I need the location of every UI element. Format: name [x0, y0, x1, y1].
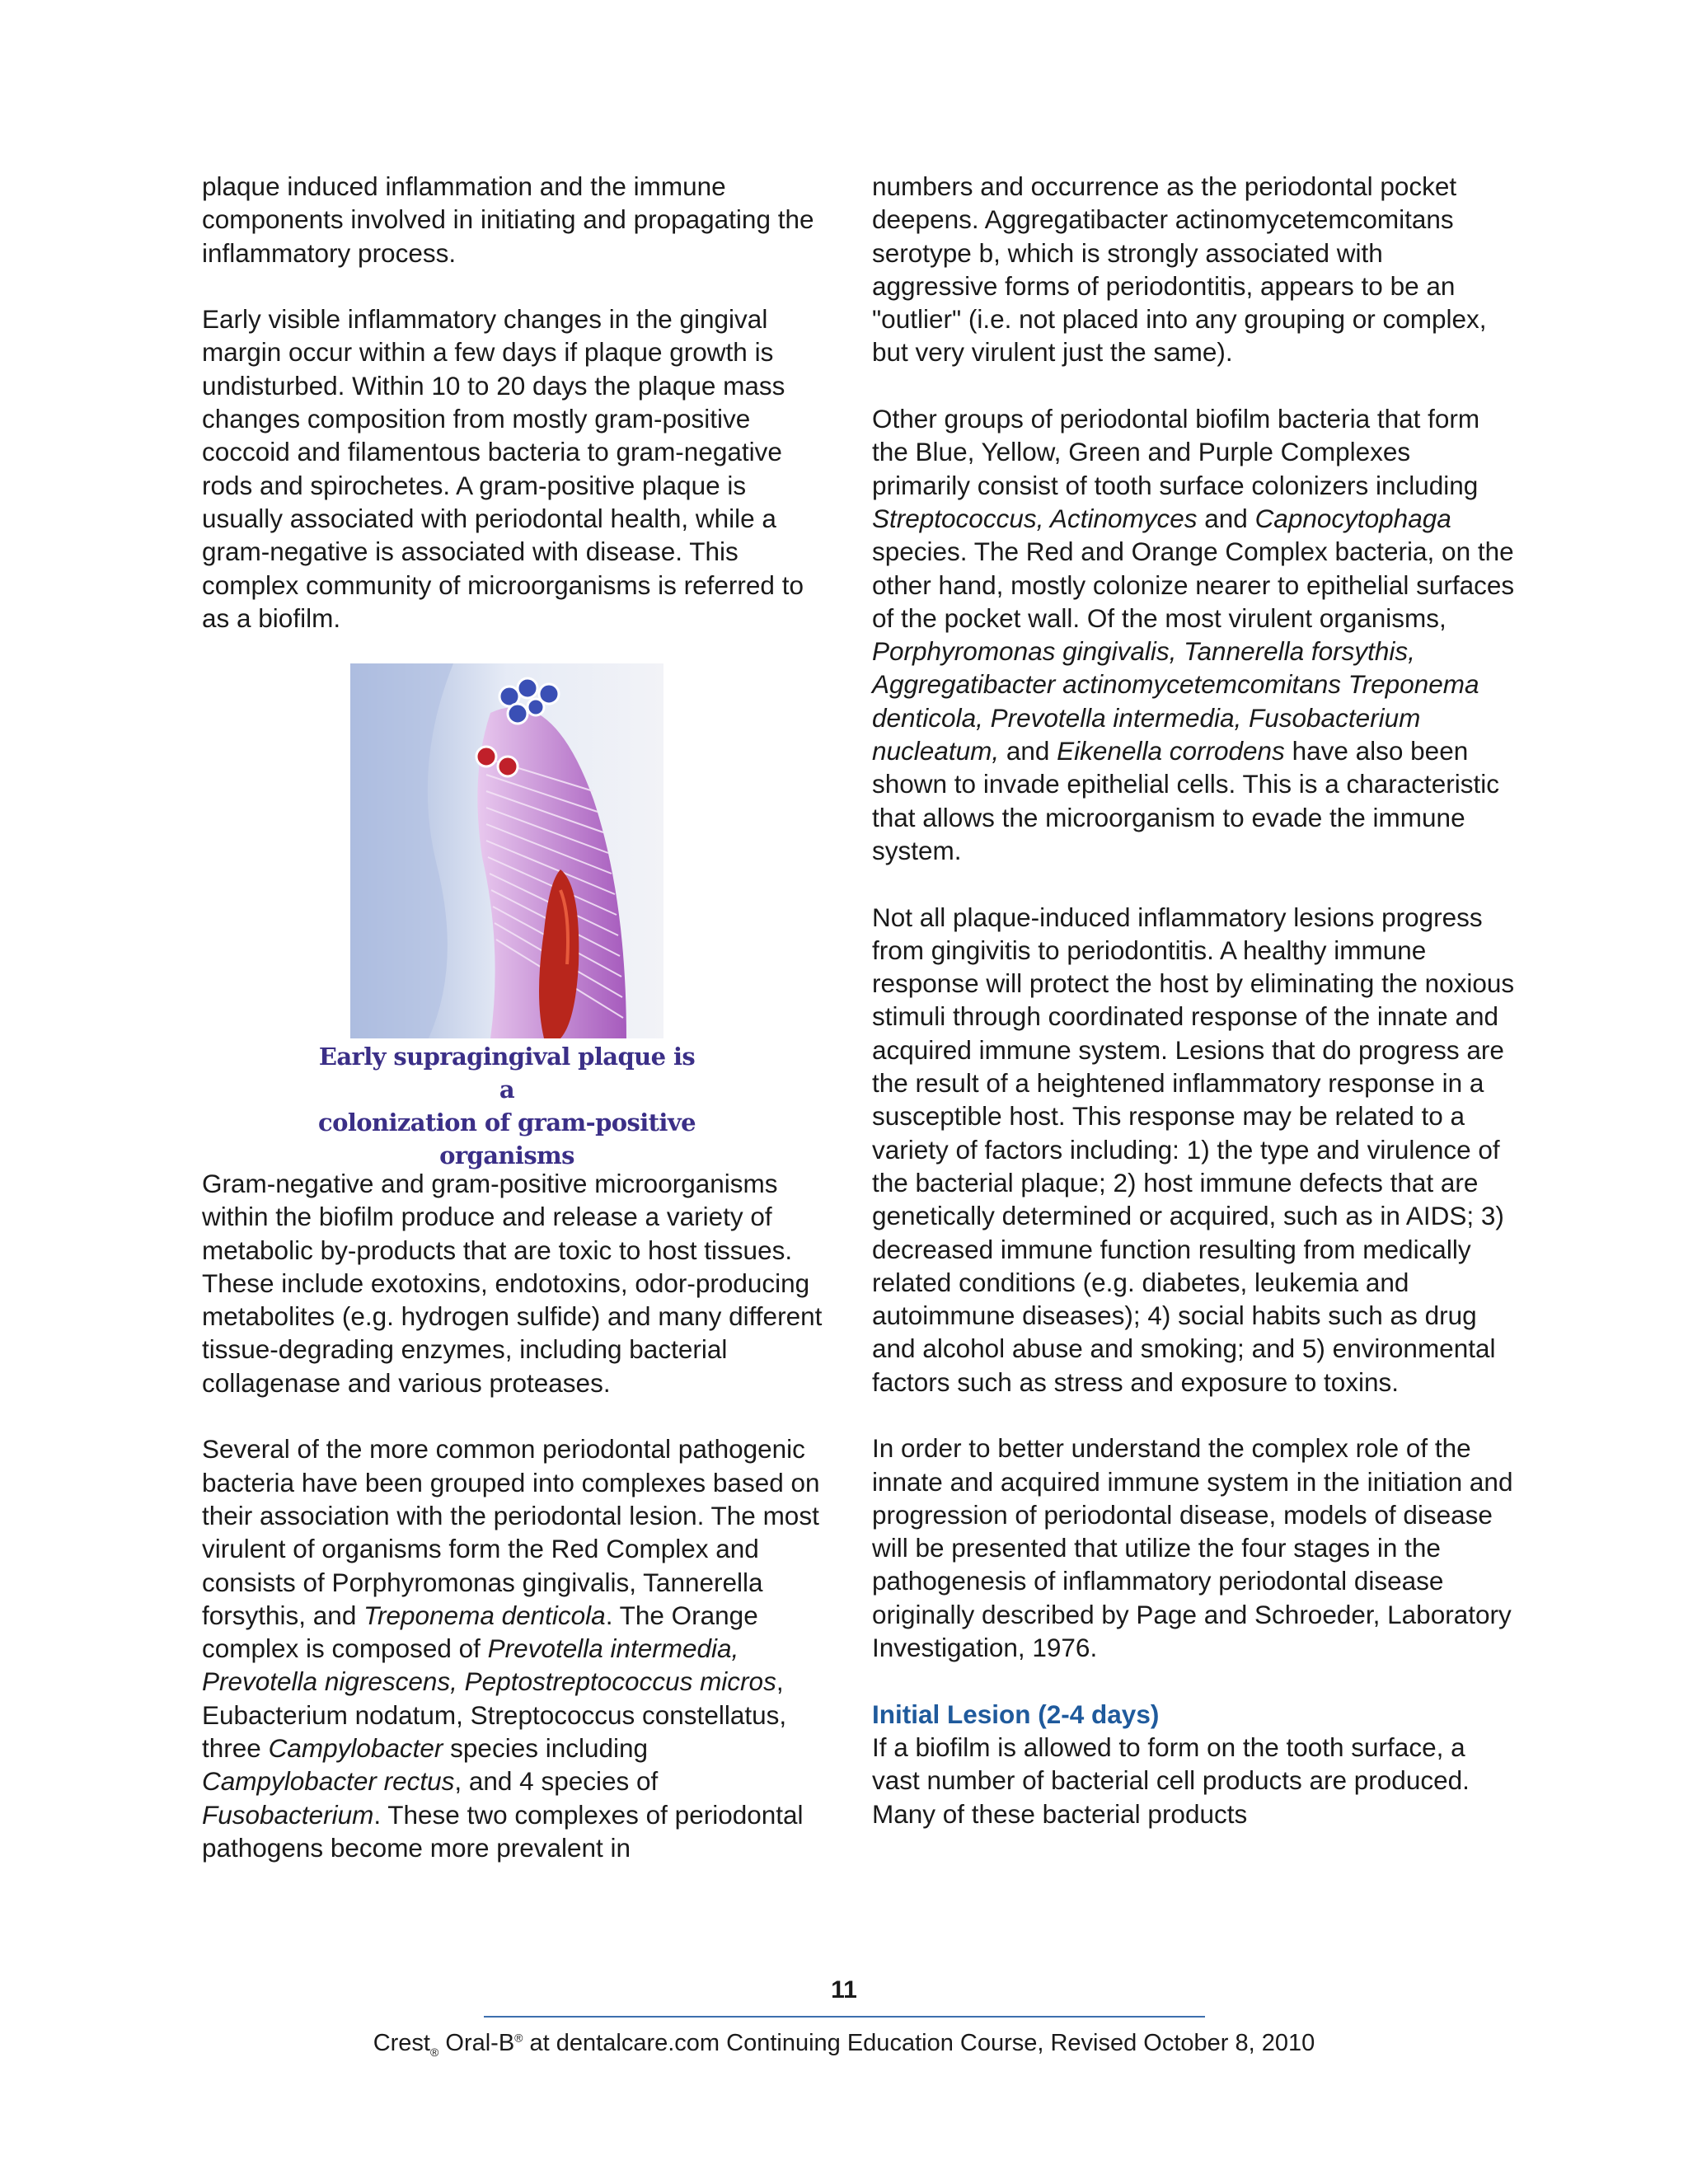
caption-line: Early supragingival plaque is a	[318, 1043, 696, 1104]
left-column	[202, 170, 828, 635]
paragraph: Several of the more common periodontal pathogenic bacteria have been grouped into complexes based on their association with the periodontal lesion. The most virulent of organisms form the Red Complex and consists of Porphyromonas gingivalis, Tannerella forsythis, and Treponema denticola. The Orange complex is composed of Prevotella intermedia, Prevotella nigrescens, Peptostreptococcus micros, Eubacterium nodatum, Streptococcus constellatus, three Campylobacter species including Campylobacter rectus, and 4 species of Fusobacterium. These two complexes of periodontal pathogens become more prevalent in	[202, 1434, 820, 1863]
paragraph: Not all plaque-induced inflammatory lesions progress from gingivitis to periodontitis. A healthy immune response will protect the host by eliminating the noxious stimuli through coordinated response of the innate and acquired immune system. Lesions that do progress are the result of a heightened inflammatory response in a susceptible host. This response may be related to a variety of factors including: 1) the type and virulence of the bacterial plaque; 2) host immune defects that are genetically determined or acquired, such as in AIDS; 3) decreased immune function resulting from medically related conditions (e.g. diabetes, leukemia and autoimmune diseases); 4) social habits such as drug and alcohol abuse and smoking; and 5) environmental factors such as stress and exposure to toxins.	[872, 902, 1515, 1397]
section-heading: Initial Lesion (2-4 days)	[872, 1699, 1160, 1729]
footer: Crest$_®$ Oral-B® at dentalcare.com Continuing Education Course, Revised October 8, 2010	[373, 2030, 1315, 2059]
footer-divider	[484, 2016, 1205, 2018]
right-column	[872, 170, 1515, 1830]
paragraph: numbers and occurrence as the periodontal pocket deepens. Aggregatibacter actinomycetemcomitans serotype b, which is strongly associated with aggressive forms of periodontitis, appears to be an "outlier" (i.e. not placed into any grouping or complex, but very virulent just the same).	[872, 171, 1487, 368]
paragraph: Other groups of periodontal biofilm bacteria that form the Blue, Yellow, Green and Purple Complexes primarily consist of tooth surface colonizers including Streptococcus, Actinomyces and Capnocytophaga species. The Red and Orange Complex bacteria, on the other hand, mostly colonize nearer to epithelial surfaces of the pocket wall. Of the most virulent organisms, Porphyromonas gingivalis, Tannerella forsythis, Aggregatibacter actinomycetemcomitans Treponema denticola, Prevotella intermedia, Fusobacterium nucleatum, and Eikenella corrodens have also been shown to invade epithelial cells. This is a characteristic that allows the microorganism to evade the immune system.	[872, 404, 1515, 865]
paragraph: Early visible inflammatory changes in the gingival margin occur within a few days if plaque growth is undisturbed. Within 10 to 20 days the plaque mass changes composition from mostly gram-positive coccoid and filamentous bacteria to gram-negative rods and spirochetes. A gram-positive plaque is usually associated with periodontal health, while a gram-negative is associated with disease. This complex community of microorganisms is referred to as a biofilm.	[202, 304, 804, 633]
paragraph: plaque induced inflammation and the immune components involved in initiating and propagating the inflammatory process.	[202, 171, 814, 268]
left-column-lower	[202, 1167, 828, 1864]
caption-line: colonization of gram-positive organisms	[318, 1108, 696, 1169]
paragraph: In order to better understand the complex role of the innate and acquired immune system in the initiation and progression of periodontal disease, models of disease will be presented that utilize the four stages in the pathogenesis of inflammatory periodontal disease originally described by Page and Schroeder, Laboratory Investigation, 1976.	[872, 1433, 1513, 1663]
page-number: 11	[831, 1976, 857, 2004]
paragraph: Gram-negative and gram-positive microorganisms within the biofilm produce and release a variety of metabolic by-products that are toxic to host tissues. These include exotoxins, endotoxins, odor-producing metabolites (e.g. hydrogen sulfide) and many different tissue-degrading enzymes, including bacterial collagenase and various proteases.	[202, 1169, 823, 1398]
figure-caption	[313, 1040, 701, 1172]
paragraph: If a biofilm is allowed to form on the tooth surface, a vast number of bacterial cell products are produced. Many of these bacterial products	[872, 1732, 1470, 1829]
